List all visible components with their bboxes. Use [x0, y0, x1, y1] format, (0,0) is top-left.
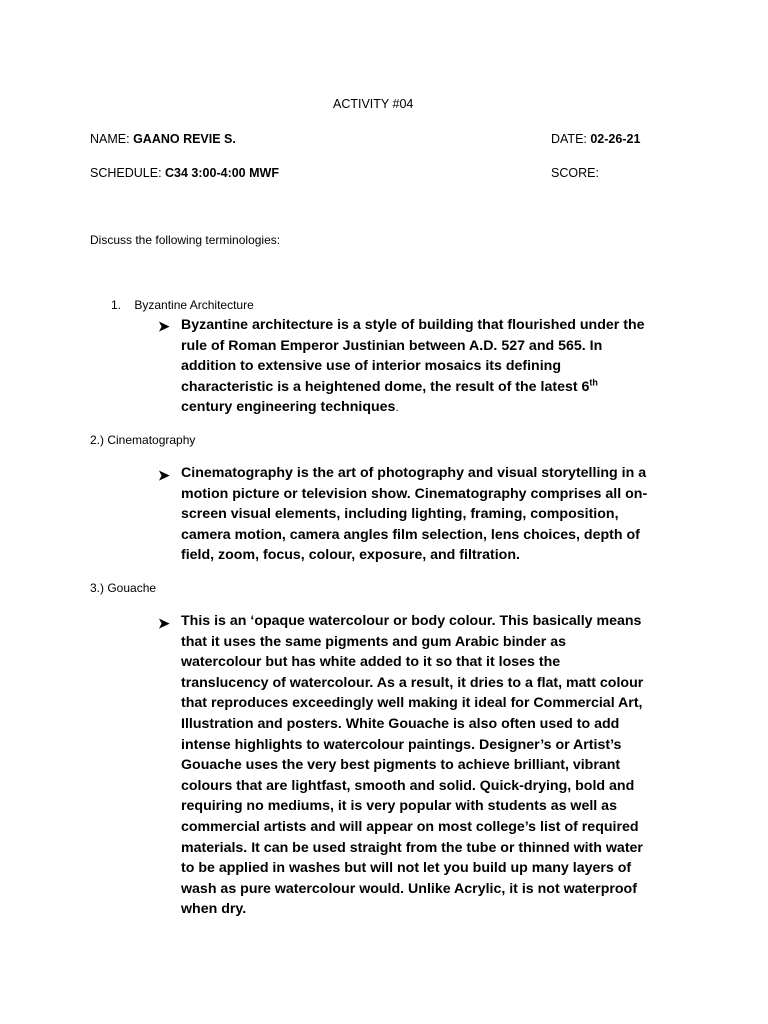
- paragraph-line: requiring no mediums, it is very popular with students as well as: [181, 798, 617, 815]
- paragraph-line: that it uses the same pigments and gum Arabic binder as: [181, 633, 566, 650]
- item-1-title: Byzantine Architecture: [134, 298, 254, 312]
- paragraph-line: Byzantine architecture is a style of building that flourished under the: [181, 317, 645, 333]
- arrowhead-bullet-icon: ➤: [158, 318, 170, 334]
- paragraph-line: translucency of watercolour. As a result, it dries to a flat, matt colour: [181, 674, 644, 691]
- paragraph-line: camera motion, camera angles film selection, lens choices, depth of: [181, 526, 640, 543]
- paragraph-line: Cinematography is the art of photography and visual storytelling in a: [181, 465, 647, 481]
- item-1-number: 1.: [111, 298, 122, 312]
- item-3-heading: 3.) Gouache: [90, 581, 157, 595]
- arrowhead-bullet-icon: ➤: [158, 615, 170, 631]
- paragraph-line: materials. It can be used straight from the tube or thinned with water: [181, 839, 643, 856]
- date-label: DATE:: [551, 132, 591, 146]
- paragraph-line: century engineering techniques.: [181, 399, 399, 416]
- name-field: [90, 132, 236, 146]
- date-field: [551, 132, 640, 146]
- name-label: NAME:: [90, 132, 134, 146]
- schedule-label: SCHEDULE:: [90, 166, 166, 180]
- paragraph-line: field, zoom, focus, colour, exposure, and filtration.: [181, 547, 520, 564]
- paragraph-line: screen visual elements, including lighting, framing, composition,: [181, 506, 619, 523]
- name-value: GAANO REVIE S.: [133, 132, 236, 146]
- paragraph-line: Gouache uses the very best pigments to achieve brilliant, vibrant: [181, 757, 621, 774]
- item-3-paragraph: [181, 611, 681, 920]
- instructions: Discuss the following terminologies:: [90, 233, 281, 247]
- schedule-field: [90, 166, 279, 180]
- paragraph-line: to be applied in washes but will not let you build up many layers of: [181, 860, 632, 877]
- paragraph-line: Illustration and posters. White Gouache is also often used to add: [181, 715, 620, 732]
- activity-title: ACTIVITY #04: [333, 97, 414, 111]
- paragraph-line: motion picture or television show. Cinematography comprises all on-: [181, 485, 648, 502]
- score-label: SCORE:: [551, 166, 599, 180]
- paragraph-line: colours that are lightfast, smooth and solid. Quick-drying, bold and: [181, 777, 635, 794]
- paragraph-line: commercial artists and will appear on most college’s list of required: [181, 818, 639, 835]
- paragraph-line: characteristic is a heightened dome, the result of the latest 6th: [181, 377, 598, 395]
- arrowhead-bullet-icon: ➤: [158, 467, 170, 483]
- paragraph-line: intense highlights to watercolour paintings. Designer’s or Artist’s: [181, 736, 622, 753]
- item-2-paragraph: [181, 463, 681, 566]
- superscript: th: [589, 377, 598, 388]
- trailing-period: .: [395, 402, 399, 415]
- date-value: 02-26-21: [590, 132, 641, 146]
- paragraph-line: wash as pure watercolour would. Unlike Acrylic, it is not waterproof: [181, 880, 637, 897]
- paragraph-line: This is an ‘opaque watercolour or body colour. This basically means: [181, 613, 642, 629]
- schedule-value: C34 3:00-4:00 MWF: [165, 166, 279, 180]
- paragraph-line: rule of Roman Emperor Justinian between A.D. 527 and 565. In: [181, 337, 603, 354]
- paragraph-line: addition to extensive use of interior mosaics its defining: [181, 358, 561, 375]
- item-1-paragraph: [181, 315, 681, 419]
- item-2-heading: 2.) Cinematography: [90, 433, 196, 447]
- paragraph-line: that reproduces exceedingly well making it ideal for Commercial Art,: [181, 695, 643, 712]
- paragraph-line: watercolour but has white added to it so that it loses the: [181, 654, 561, 671]
- paragraph-line: when dry.: [181, 901, 247, 918]
- item-1-heading: [111, 298, 254, 312]
